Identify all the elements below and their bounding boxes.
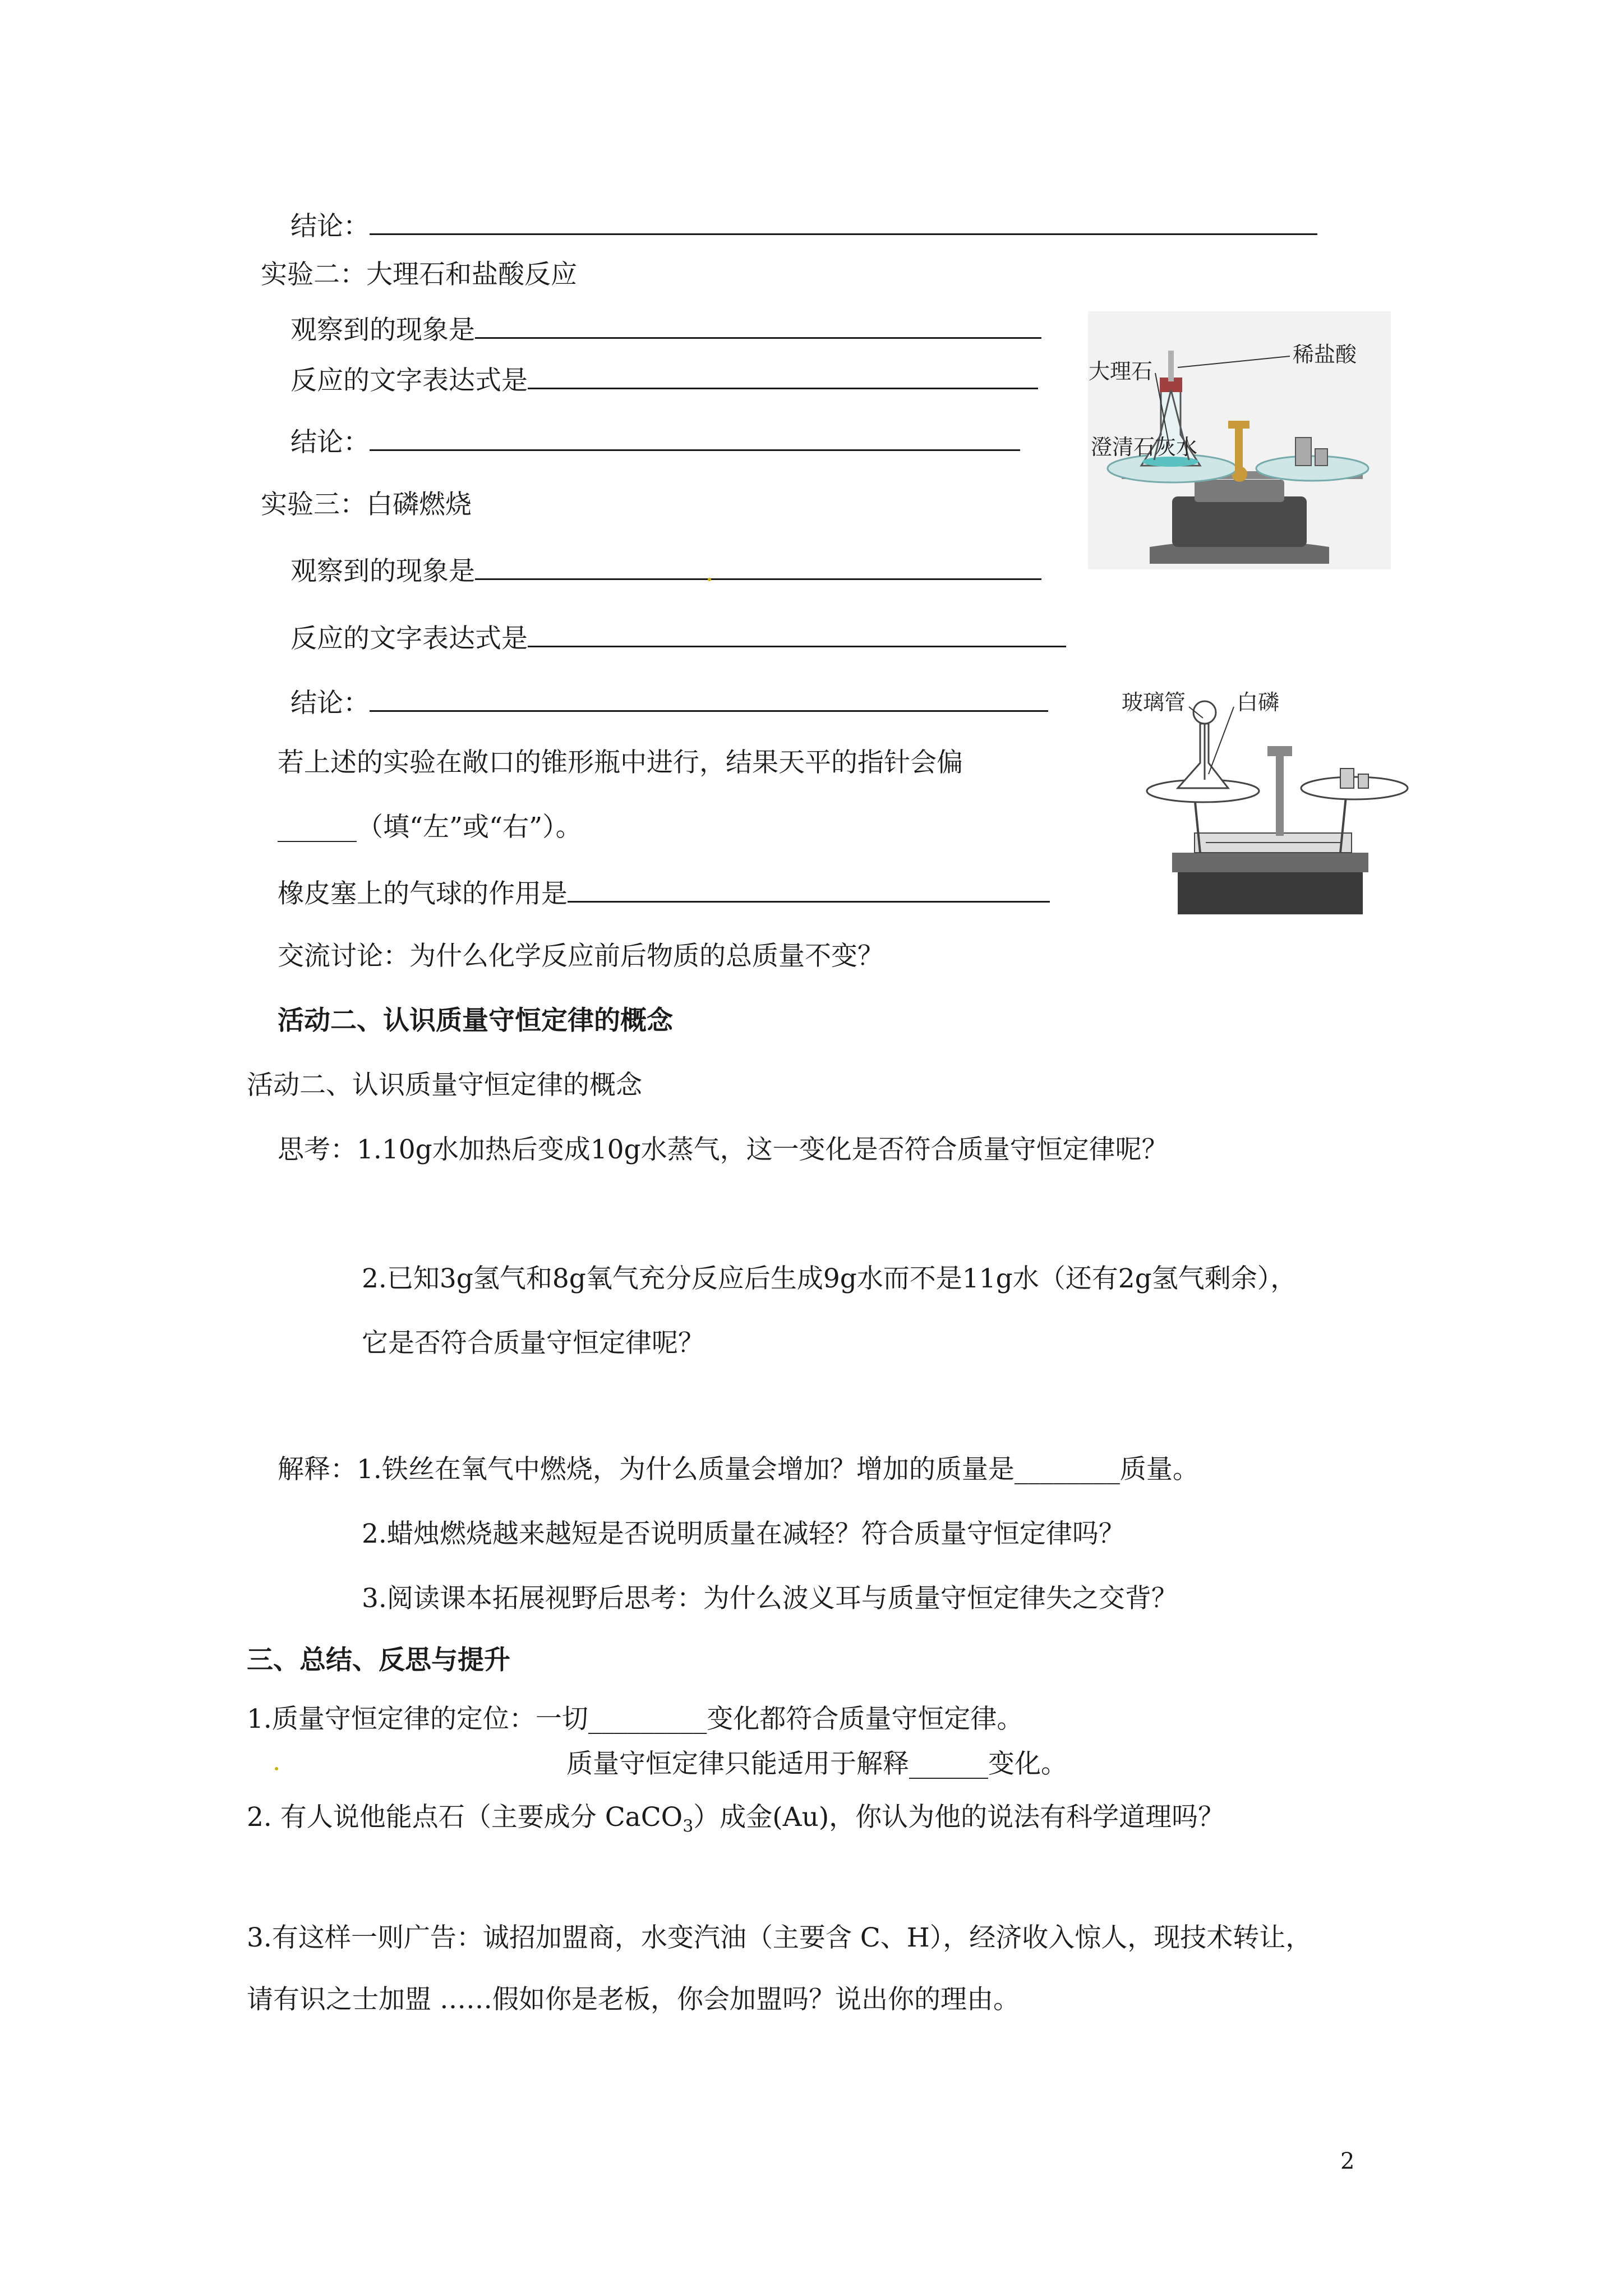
summary-item-2-pre: 2. 有人说他能点石（主要成分 CaCO	[247, 1802, 683, 1833]
summary-item-3-line1: 3.有这样一则广告：诚招加盟商，水变汽油（主要含 C、H），经济收入惊人，现技术转让，	[247, 1922, 1312, 1953]
exp3-balloon	[278, 875, 1050, 911]
exp2-conclusion-label: 结论：	[291, 427, 370, 458]
think-question-2-line2: 它是否符合质量守恒定律呢？	[362, 1328, 704, 1359]
exp3-conclusion	[291, 684, 1048, 720]
summary-item-2-sub: 3	[683, 1816, 694, 1837]
summary-item-3-line2: 请有识之士加盟 ……假如你是老板，你会加盟吗？说出你的理由。	[247, 1984, 1020, 2015]
exp2-equation	[291, 362, 1038, 398]
exp3-equation	[291, 620, 1066, 656]
label-glass-tube: 玻璃管	[1122, 690, 1186, 715]
open-flask-hint: （填“左”或“右”）。	[357, 812, 582, 843]
activity2-heading-bold: 活动二、认识质量守恒定律的概念	[278, 1005, 673, 1036]
exp3-discussion: 交流讨论：为什么化学反应前后物质的总质量不变？	[278, 941, 884, 972]
balance-phosphorus-figure	[1116, 684, 1419, 920]
explain-question-3: 3.阅读课本拓展视野后思考：为什么波义耳与质量守恒定律失之交背？	[362, 1583, 1178, 1614]
exp2-title: 实验二：大理石和盐酸反应	[261, 259, 577, 290]
exp3-open-flask-line1: 若上述的实验在敞口的锥形瓶中进行，结果天平的指针会偏	[278, 747, 963, 778]
summary-item-1-line1: 1.质量守恒定律的定位：一切_________变化都符合质量守恒定律。	[247, 1704, 1023, 1734]
think-question-1: 思考：1.10g水加热后变成10g水蒸气，这一变化是否符合质量守恒定律呢？	[278, 1134, 1168, 1165]
explain-question-1: 解释：1.铁丝在氧气中燃烧，为什么质量会增加？增加的质量是________质量。	[278, 1454, 1199, 1485]
exp3-observe-blank[interactable]	[475, 553, 1041, 580]
exp2-equation-blank[interactable]	[528, 362, 1038, 389]
exp2-conclusion	[291, 424, 1020, 459]
exp2-conclusion-blank[interactable]	[370, 424, 1020, 451]
exp2-equation-label: 反应的文字表达式是	[291, 365, 528, 396]
exp3-balloon-blank[interactable]	[568, 875, 1050, 903]
think-question-2-line1: 2.已知3g氢气和8g氧气充分反应后生成9g水而不是11g水（还有2g氢气剩余），	[362, 1263, 1297, 1294]
label-marble: 大理石	[1088, 359, 1152, 384]
exp2-observe-blank[interactable]	[475, 311, 1041, 339]
exp3-observe-label: 观察到的现象是	[291, 556, 475, 587]
yellow-dot-mark	[708, 578, 711, 581]
summary-item-2	[247, 1801, 1224, 1843]
yellow-dot-mark	[275, 1767, 278, 1770]
summary-item-2-post: ）成金(Au)，你认为他的说法有科学道理吗？	[693, 1802, 1225, 1833]
exp3-balloon-label: 橡皮塞上的气球的作用是	[278, 878, 568, 909]
exp3-conclusion-label: 结论：	[291, 688, 370, 719]
label-white-phosphorus: 白磷	[1237, 690, 1280, 715]
explain-question-2: 2.蜡烛燃烧越来越短是否说明质量在减轻？符合质量守恒定律吗？	[362, 1519, 1125, 1549]
label-limewater: 澄清石灰水	[1091, 435, 1198, 459]
activity2-heading: 活动二、认识质量守恒定律的概念	[247, 1070, 642, 1101]
exp1-conclusion-blank[interactable]	[370, 208, 1317, 235]
exp3-conclusion-blank[interactable]	[370, 684, 1048, 712]
page-number: 2	[1340, 2148, 1355, 2174]
exp3-title: 实验三：白磷燃烧	[261, 489, 472, 520]
summary-item-1-line2: 质量守恒定律只能适用于解释______变化。	[566, 1749, 1067, 1779]
exp3-equation-label: 反应的文字表达式是	[291, 623, 528, 654]
exp3-open-flask-line2	[278, 811, 582, 844]
balance-marble-acid-figure	[1088, 311, 1391, 569]
open-flask-blank[interactable]: ______	[278, 812, 357, 843]
exp2-observe-label: 观察到的现象是	[291, 315, 475, 346]
exp1-conclusion-label: 结论：	[291, 211, 370, 242]
exp3-equation-blank[interactable]	[528, 620, 1066, 647]
label-acid: 稀盐酸	[1293, 342, 1357, 367]
exp2-observe	[291, 311, 1041, 347]
exp3-observe	[291, 553, 1041, 588]
summary-heading: 三、总结、反思与提升	[247, 1645, 510, 1676]
exp1-conclusion	[291, 208, 1317, 243]
